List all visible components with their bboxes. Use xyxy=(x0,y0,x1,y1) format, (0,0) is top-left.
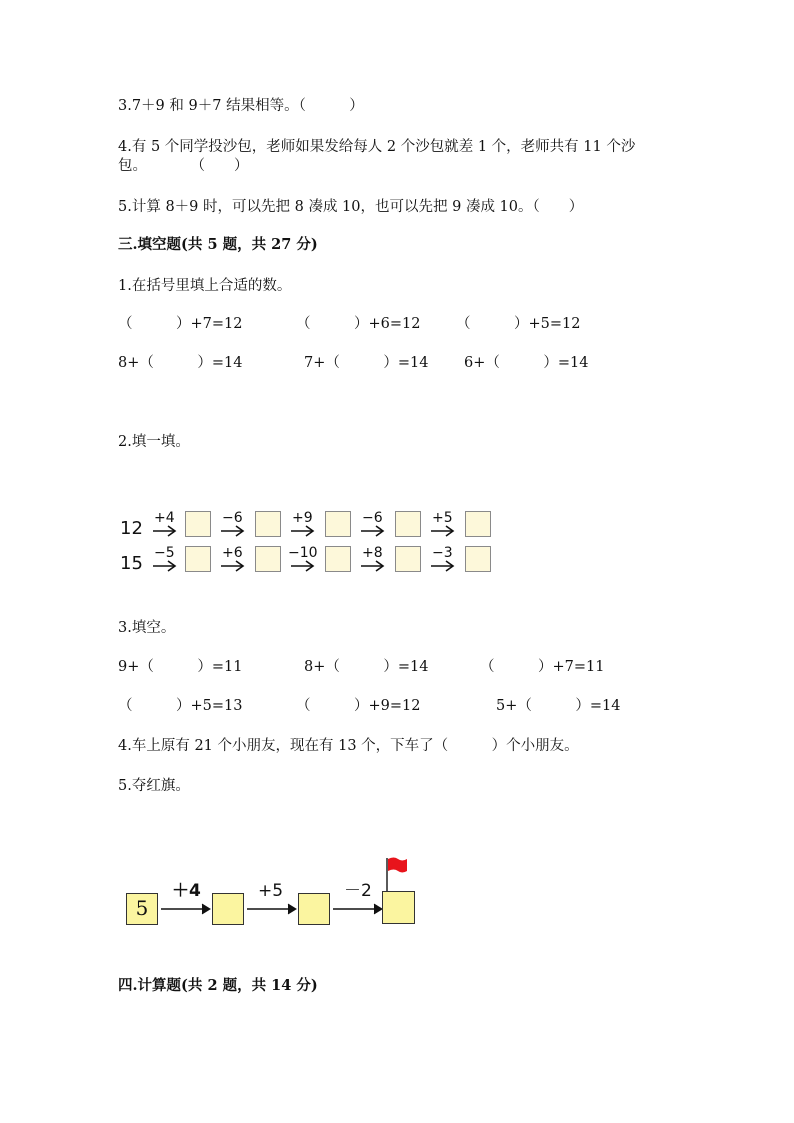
fill-q3-r2-c2: （ ）+9=12 xyxy=(296,698,421,714)
arrow-icon xyxy=(430,525,456,537)
chain2-start: 15 xyxy=(120,553,143,574)
fill-q2-title: 2.填一填。 xyxy=(118,434,190,450)
answer-box[interactable] xyxy=(465,546,491,572)
chain1-op-4: −6 xyxy=(362,510,383,526)
arrow-icon xyxy=(160,903,212,915)
answer-box[interactable] xyxy=(325,546,351,572)
fill-q1-r1-c3: （ ）+5=12 xyxy=(456,316,581,332)
judge-q5: 5.计算 8＋9 时，可以先把 8 凑成 10，也可以先把 9 凑成 10。（ ） xyxy=(118,199,584,215)
chain1-op-3: +9 xyxy=(292,510,313,526)
chain2-op-3: −10 xyxy=(288,545,318,561)
chain2-op-2: +6 xyxy=(222,545,243,561)
judge-q4-line1: 4.有 5 个同学投沙包，老师如果发给每人 2 个沙包就差 1 个，老师共有 11 个沙 xyxy=(118,139,636,155)
chain1-op-1: +4 xyxy=(154,510,175,526)
section4-title: 四.计算题(共 2 题，共 14 分) xyxy=(118,977,318,994)
fill-q5-title: 5.夺红旗。 xyxy=(118,778,190,794)
answer-box[interactable] xyxy=(395,511,421,537)
arrow-icon xyxy=(246,903,298,915)
arrow-icon xyxy=(360,525,386,537)
flag-chain-start: 5 xyxy=(126,893,158,925)
arrow-icon xyxy=(332,903,384,915)
fill-q3-title: 3.填空。 xyxy=(118,620,176,636)
fill-q3-r2-c3: 5+（ ）=14 xyxy=(496,698,621,714)
answer-box[interactable] xyxy=(382,891,415,924)
chain2-op-4: +8 xyxy=(362,545,383,561)
fill-q3-r1-c2: 8+（ ）=14 xyxy=(304,659,429,675)
fill-q1-r1-c2: （ ）+6=12 xyxy=(296,316,421,332)
answer-box[interactable] xyxy=(185,511,211,537)
arrow-icon xyxy=(220,560,246,572)
arrow-icon xyxy=(360,560,386,572)
answer-box[interactable] xyxy=(212,893,244,925)
answer-box[interactable] xyxy=(255,511,281,537)
chain1-op-2: −6 xyxy=(222,510,243,526)
arrow-icon xyxy=(152,560,178,572)
flag-chain-figure xyxy=(118,850,428,930)
fill-q1-title: 1.在括号里填上合适的数。 xyxy=(118,278,292,294)
answer-box[interactable] xyxy=(185,546,211,572)
fill-q1-r2-c3: 6+（ ）=14 xyxy=(464,355,589,371)
chain1-start: 12 xyxy=(120,518,143,539)
fill-q1-r2-c2: 7+（ ）=14 xyxy=(304,355,429,371)
answer-box[interactable] xyxy=(465,511,491,537)
chain2-op-1: −5 xyxy=(154,545,175,561)
answer-box[interactable] xyxy=(395,546,421,572)
arrow-chain-figure xyxy=(118,508,508,580)
flag-chain-op-1: ＋4 xyxy=(172,881,201,901)
arrow-icon xyxy=(220,525,246,537)
arrow-icon xyxy=(290,560,316,572)
answer-box[interactable] xyxy=(255,546,281,572)
arrow-icon xyxy=(152,525,178,537)
fill-q1-r1-c1: （ ）+7=12 xyxy=(118,316,243,332)
red-flag-icon xyxy=(384,856,410,892)
chain2-op-5: −3 xyxy=(432,545,453,561)
fill-q3-r2-c1: （ ）+5=13 xyxy=(118,698,243,714)
flag-chain-op-2: +5 xyxy=(258,881,284,901)
fill-q3-r1-c3: （ ）+7=11 xyxy=(480,659,605,675)
answer-box[interactable] xyxy=(325,511,351,537)
answer-box[interactable] xyxy=(298,893,330,925)
judge-q4-line2: 包。 （ ） xyxy=(118,158,249,174)
judge-q3: 3.7＋9 和 9＋7 结果相等。（ ） xyxy=(118,98,364,114)
arrow-icon xyxy=(430,560,456,572)
flag-chain-op-3: －2 xyxy=(344,881,372,901)
fill-q1-r2-c1: 8+（ ）=14 xyxy=(118,355,243,371)
fill-q3-r1-c1: 9+（ ）=11 xyxy=(118,659,243,675)
fill-q4: 4.车上原有 21 个小朋友，现在有 13 个，下车了（ ）个小朋友。 xyxy=(118,738,579,754)
chain1-op-5: +5 xyxy=(432,510,453,526)
section3-title: 三.填空题(共 5 题，共 27 分) xyxy=(118,236,318,253)
arrow-icon xyxy=(290,525,316,537)
